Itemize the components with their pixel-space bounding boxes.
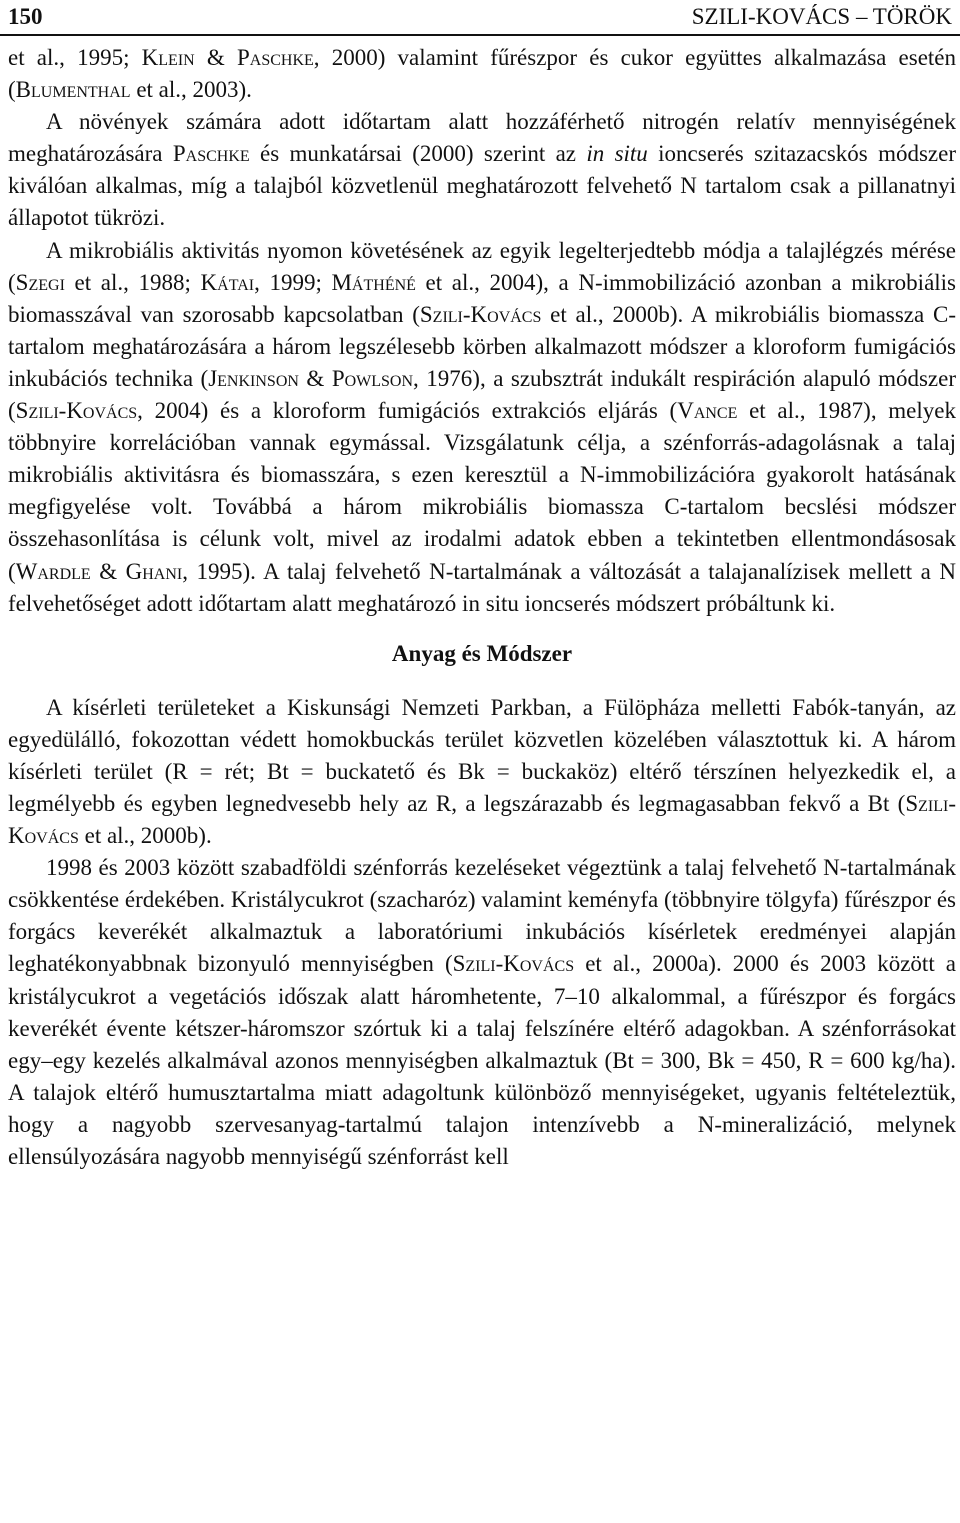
author-name: Vance: [677, 398, 738, 424]
paragraph: A mikrobiális aktivitás nyomon követésének az egyik legelterjedtebb módja a talajlégzés mérése (Szegi et al., 1988; Kátai, 1999; Máthéné et al., 2004), a N-immobilizáció azonban a mikrobiális biomasszával van szorosabb kapcsolatban (Szili-Kovács et al., 2000b). A mikrobiális biomassza C-tartalom meghatározására a három legszélesebb körben alkalmazott módszer a kloroform fumigációs inkubációs technika (Jenkinson & Powlson, 1976), a szubsztrát indukált respiráción alapuló módszer (Szili-Kovács, 2004) és a kloroform fumigációs extrakciós eljárás (Vance et al., 1987), melyek többnyire korrelációban vannak egymással. Vizsgálatunk célja, a szénforrás-adagolásnak a talaj mikrobiális aktivitásra és biomasszára, s ezen keresztül a N-immobilizációra gyakorolt hatásának megfigyelése volt. Továbbá a három mikrobiális biomassza C-tartalom becslési módszer összehasonlítása is célunk volt, mivel az irodalmi adatok ebben a tekintetben ellentmondásosak (Wardle & Ghani, 1995). A talaj felvehető N-tartalmának a változását a talajanalízisek mellett a N felvehetőséget adott időtartam alatt meghatározó in situ ioncserés módszert próbáltunk ki.: [8, 237, 957, 616]
paragraph: A kísérleti területeket a Kiskunsági Nemzeti Parkban, a Fülöpháza melletti Fabók-tanyán, az egyedülálló, fokozottan védett homokbuckás terület közvetlen közelében választottuk ki. A három kísérleti terület (R = rét; Bt = buckatető és Bk = buckaköz) eltérő térszínen helyezkedik el, a legmélyebb és egyben legnedvesebb hely az R, a legszárazabb és legmagasabban fekvő a Bt (Szili-Kovács et al., 2000b).: [8, 694, 956, 849]
section-title: Anyag és Módszer: [391, 640, 573, 666]
author-name: Szili-Kovács: [8, 790, 956, 849]
author-name: Powlson: [331, 365, 414, 391]
paragraph: 1998 és 2003 között szabadföldi szénforrás kezeléseket végeztünk a talaj felvehető N-tartalmának csökkentése érdekében. Kristálycukrot (szacharóz) valamint keményfa (többnyire tölgyfa) fűrészpor és forgács keverékét alkalmaztuk a laboratóriumi inkubációs kísérletek eredményei alapján leghatékonyabbnak bizonyuló mennyiségben (Szili-Kovács et al., 2000a). 2000 és 2003 között a kristálycukrot a vegetációs időszak alatt háromhetente, 7–10 alkalommal, a fűrészpor és forgács keverékét évente kétszer-háromszor szórtuk ki a talaj felszínére eltérő adagokban. A szénforrásokat egy–egy kezelés alkalmával azonos mennyiségben alkalmaztuk (Bt = 300, Bk = 450, R = 600 kg/ha). A talajok eltérő humusztartalma miatt adagoltunk különböző mennyiségeket, ugyanis feltételeztük, hogy a nagyobb szervesanyag-tartalmú talajon intenzívebb a N-mineralizáció, melynek ellensúlyozására nagyobb mennyiségű szénforrást kell: [8, 855, 957, 1169]
paragraph-continued: et al., 1995; Klein & Paschke, 2000) valamint fűrészpor és cukor együttes alkalmazása esetén (Blumenthal et al., 2003).: [8, 45, 957, 103]
italic-term: in situ: [586, 141, 648, 167]
author-name: Blumenthal: [15, 77, 131, 103]
author-name: Jenkinson: [208, 365, 299, 391]
page-header: [0, 0, 960, 36]
author-name: Ghani: [125, 558, 183, 584]
page-number: 150: [8, 4, 43, 29]
page-body: [8, 42, 956, 1173]
author-name: Kátai: [200, 269, 255, 295]
author-name: Szili-Kovács: [15, 398, 138, 424]
author-name: Paschke: [172, 141, 250, 167]
running-title: SZILI-KOVÁCS – TÖRÖK: [691, 4, 952, 29]
author-name: Szegi: [15, 269, 65, 295]
author-name: Paschke: [236, 45, 314, 70]
author-name: Máthéné: [331, 269, 416, 295]
author-name: Szili-Kovács: [419, 301, 542, 327]
author-name: Klein: [141, 45, 195, 70]
author-name: Wardle: [15, 558, 91, 584]
author-name: Szili-Kovács: [452, 951, 575, 977]
paragraph: A növények számára adott időtartam alatt hozzáférhető nitrogén relatív mennyiségének meghatározására Paschke és munkatársai (2000) szerint az in situ ioncserés szitazacskós módszer kiválóan alkalmas, míg a talajból közvetlenül meghatározott felvehető N tartalom csak a pillanatnyi állapotot tükrözi.: [8, 109, 957, 231]
